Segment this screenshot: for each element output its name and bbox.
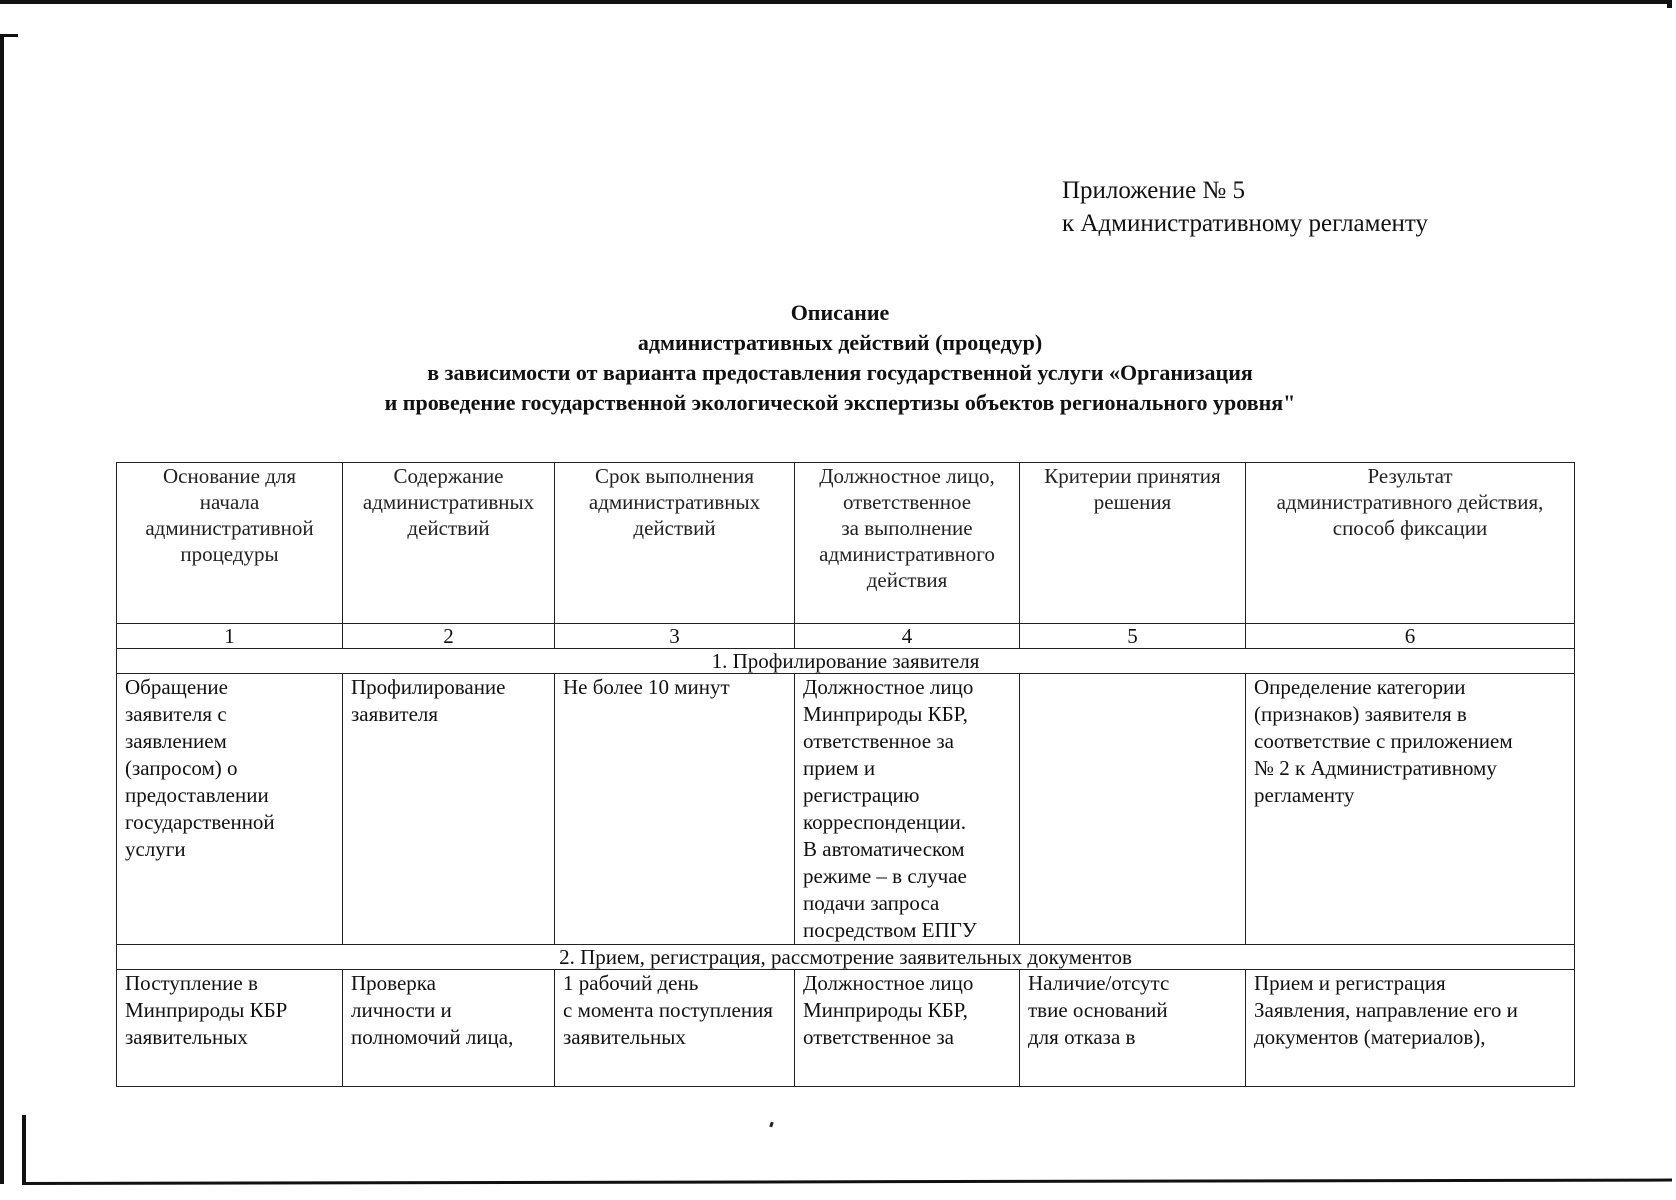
header-cell: Срок выполнения административных действий: [555, 463, 795, 624]
procedures-table: [116, 462, 1575, 1087]
appendix-note: [1062, 174, 1428, 240]
section-title-row: [117, 649, 1575, 674]
section-title: 1. Профилирование заявителя: [117, 649, 1575, 674]
scan-frame-top: [0, 0, 1668, 4]
table-cell: Не более 10 минут: [555, 674, 795, 945]
table-cell: Должностное лицо Минприроды КБР, ответственное за прием и регистрацию корреспонденции. В автоматическом режиме – в случае подачи запроса посредством ЕПГУ: [795, 674, 1020, 945]
scan-speck: [769, 1122, 774, 1128]
scan-frame-left-inner: [22, 1115, 26, 1185]
appendix-line-2: к Административному регламенту: [1062, 210, 1429, 237]
table-cell: Наличие/отсутс твие оснований для отказа в: [1020, 970, 1246, 1087]
table-cell: Обращение заявителя с заявлением (запросом) о предоставлении государственной услуги: [117, 674, 343, 945]
table-header-row: [117, 463, 1575, 624]
column-number: 6: [1246, 624, 1575, 649]
column-number: 3: [555, 624, 795, 649]
title-line-2: административных действий (процедур): [637, 330, 1043, 355]
column-number: 5: [1020, 624, 1246, 649]
header-cell: Критерии принятия решения: [1020, 463, 1246, 624]
column-number-row: [117, 624, 1575, 649]
header-cell: Результат административного действия, способ фиксации: [1246, 463, 1575, 624]
title-line-1: Описание: [790, 300, 890, 325]
column-number: 2: [343, 624, 555, 649]
title-line-4: и проведение государственной экологической экспертизы объектов регионального уровня": [384, 390, 1296, 415]
section-title: 2. Прием, регистрация, рассмотрение заявительных документов: [117, 945, 1575, 970]
scan-frame-bottom: [22, 1179, 1672, 1185]
table-cell: Поступление в Минприроды КБР заявительных: [117, 970, 343, 1087]
scan-frame-left: [0, 36, 4, 1184]
table-cell: Должностное лицо Минприроды КБР, ответственное за: [795, 970, 1020, 1087]
header-cell: Должностное лицо, ответственное за выполнение административного действия: [795, 463, 1020, 624]
table-cell: Определение категории (признаков) заявителя в соответствие с приложением № 2 к Административному регламенту: [1246, 674, 1575, 945]
header-cell: Основание для начала административной процедуры: [117, 463, 343, 624]
column-number: 1: [117, 624, 343, 649]
section-title-row: [117, 945, 1575, 970]
table-row: [117, 674, 1575, 945]
scan-frame-corner: [1667, 0, 1672, 8]
table-cell: Прием и регистрация Заявления, направление его и документов (материалов),: [1246, 970, 1575, 1087]
table-cell: [1020, 674, 1246, 945]
column-number: 4: [795, 624, 1020, 649]
table-cell: Проверка личности и полномочий лица,: [343, 970, 555, 1087]
header-cell: Содержание административных действий: [343, 463, 555, 624]
table-cell: Профилирование заявителя: [343, 674, 555, 945]
table-cell: 1 рабочий день с момента поступления заявительных: [555, 970, 795, 1087]
document-title: [100, 298, 1580, 418]
appendix-line-1: Приложение № 5: [1062, 177, 1246, 204]
title-line-3: в зависимости от варианта предоставления государственной услуги «Организация: [427, 360, 1253, 385]
table-row: [117, 970, 1575, 1087]
